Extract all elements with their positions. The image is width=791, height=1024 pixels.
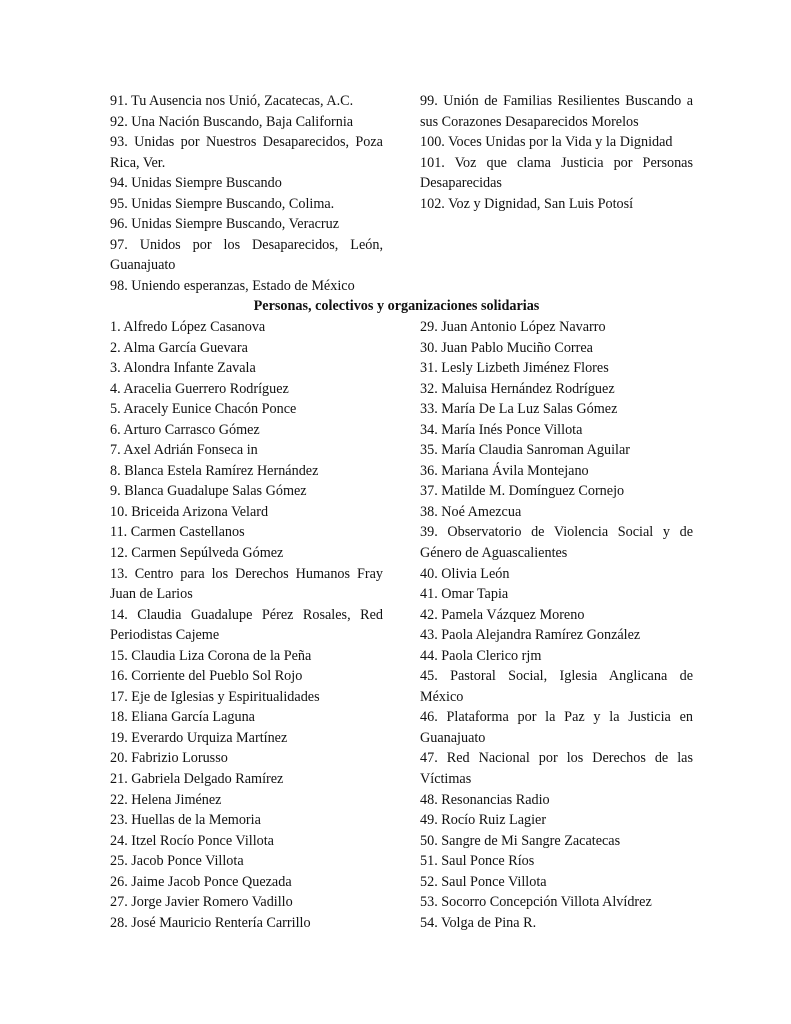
list-item: 23. Huellas de la Memoria [110, 812, 261, 829]
list-item: 53. Socorro Concepción Villota Alvídrez [420, 894, 652, 911]
list-item: 27. Jorge Javier Romero Vadillo [110, 894, 293, 911]
list-item: 49. Rocío Ruiz Lagier [420, 812, 547, 829]
list-item: 92. Una Nación Buscando, Baja California [110, 113, 354, 130]
list-item: 101. Voz que clama Justicia por Personas Desaparecidas [420, 154, 693, 192]
list-item: 17. Eje de Iglesias y Espiritualidades [110, 688, 320, 705]
list-item: 6. Arturo Carrasco Gómez [110, 421, 260, 438]
list-item: 8. Blanca Estela Ramírez Hernández [110, 462, 319, 479]
list-item: 16. Corriente del Pueblo Sol Rojo [110, 668, 303, 685]
list-item: 100. Voces Unidas por la Vida y la Dignidad [420, 134, 673, 151]
list-item: 1. Alfredo López Casanova [110, 319, 266, 335]
list-item: 41. Omar Tapia [420, 586, 509, 603]
list-item: 34. María Inés Ponce Villota [420, 421, 583, 438]
list-item: 21. Gabriela Delgado Ramírez [110, 771, 284, 788]
list-item: 102. Voz y Dignidad, San Luis Potosí [420, 195, 634, 212]
list-item: 98. Uniendo esperanzas, Estado de México [110, 277, 355, 294]
list-item: 40. Olivia León [420, 565, 510, 582]
list-item: 51. Saul Ponce Ríos [420, 853, 535, 870]
list-item: 36. Mariana Ávila Montejano [420, 462, 589, 479]
list-item: 20. Fabrizio Lorusso [110, 750, 228, 767]
list-item: 11. Carmen Castellanos [110, 524, 245, 541]
list-item: 26. Jaime Jacob Ponce Quezada [110, 873, 292, 890]
list-item: 25. Jacob Ponce Villota [110, 853, 244, 870]
list-item: 19. Everardo Urquiza Martínez [110, 729, 288, 746]
list-item: 31. Lesly Lizbeth Jiménez Flores [420, 360, 609, 377]
list-item: 97. Unidos por los Desaparecidos, León, Guanajuato [110, 236, 383, 274]
organizations-list-right [420, 91, 693, 214]
list-item: 39. Observatorio de Violencia Social y de Género de Aguascalientes [420, 524, 693, 562]
list-item: 47. Red Nacional por los Derechos de las Víctimas [420, 750, 693, 788]
supporters-list-left [110, 317, 383, 933]
list-item: 4. Aracelia Guerrero Rodríguez [110, 380, 289, 397]
list-item: 14. Claudia Guadalupe Pérez Rosales, Red Periodistas Cajeme [110, 606, 383, 644]
list-item: 10. Briceida Arizona Velard [110, 503, 269, 520]
list-item: 54. Volga de Pina R. [420, 914, 537, 931]
list-item: 28. José Mauricio Rentería Carrillo [110, 914, 311, 931]
list-item: 35. María Claudia Sanroman Aguilar [420, 442, 631, 459]
list-item: 95. Unidas Siempre Buscando, Colima. [110, 195, 335, 212]
list-item: 22. Helena Jiménez [110, 791, 222, 808]
list-item: 45. Pastoral Social, Iglesia Anglicana de México [420, 668, 693, 705]
list-item: 12. Carmen Sepúlveda Gómez [110, 545, 284, 562]
list-item: 48. Resonancias Radio [420, 791, 550, 808]
list-item: 38. Noé Amezcua [420, 503, 522, 520]
list-item: 33. María De La Luz Salas Gómez [420, 401, 618, 418]
list-item: 37. Matilde M. Domínguez Cornejo [420, 483, 625, 500]
list-item: 7. Axel Adrián Fonseca in [110, 442, 258, 459]
list-item: 32. Maluisa Hernández Rodríguez [420, 380, 615, 397]
list-item: 5. Aracely Eunice Chacón Ponce [110, 401, 297, 418]
list-item: 9. Blanca Guadalupe Salas Gómez [110, 483, 307, 500]
list-item: 96. Unidas Siempre Buscando, Veracruz [110, 216, 340, 233]
list-item: 13. Centro para los Derechos Humanos Fray Juan de Larios [110, 565, 383, 603]
list-item: 3. Alondra Infante Zavala [110, 360, 256, 377]
list-item: 18. Eliana García Laguna [110, 709, 255, 726]
organizations-list-left [110, 91, 383, 296]
list-item: 50. Sangre de Mi Sangre Zacatecas [420, 832, 621, 849]
list-item: 93. Unidas por Nuestros Desaparecidos, Poza Rica, Ver. [110, 134, 383, 171]
list-item: 24. Itzel Rocío Ponce Villota [110, 832, 274, 849]
list-item: 29. Juan Antonio López Navarro [420, 319, 606, 335]
supporters-list-right [420, 317, 693, 933]
list-item: 2. Alma García Guevara [110, 339, 248, 356]
list-item: 42. Pamela Vázquez Moreno [420, 606, 585, 623]
section-heading: Personas, colectivos y organizaciones solidarias [253, 298, 540, 314]
list-item: 91. Tu Ausencia nos Unió, Zacatecas, A.C. [110, 93, 354, 109]
list-item: 46. Plataforma por la Paz y la Justicia en Guanajuato [420, 709, 693, 746]
list-item: 94. Unidas Siempre Buscando [110, 175, 282, 192]
list-item: 15. Claudia Liza Corona de la Peña [110, 647, 312, 664]
list-item: 30. Juan Pablo Muciño Correa [420, 339, 593, 356]
list-item: 99. Unión de Familias Resilientes Buscando a sus Corazones Desaparecidos Morelos [420, 93, 693, 130]
list-item: 43. Paola Alejandra Ramírez González [420, 627, 641, 644]
list-item: 52. Saul Ponce Villota [420, 873, 547, 890]
list-item: 44. Paola Clerico rjm [420, 647, 542, 664]
